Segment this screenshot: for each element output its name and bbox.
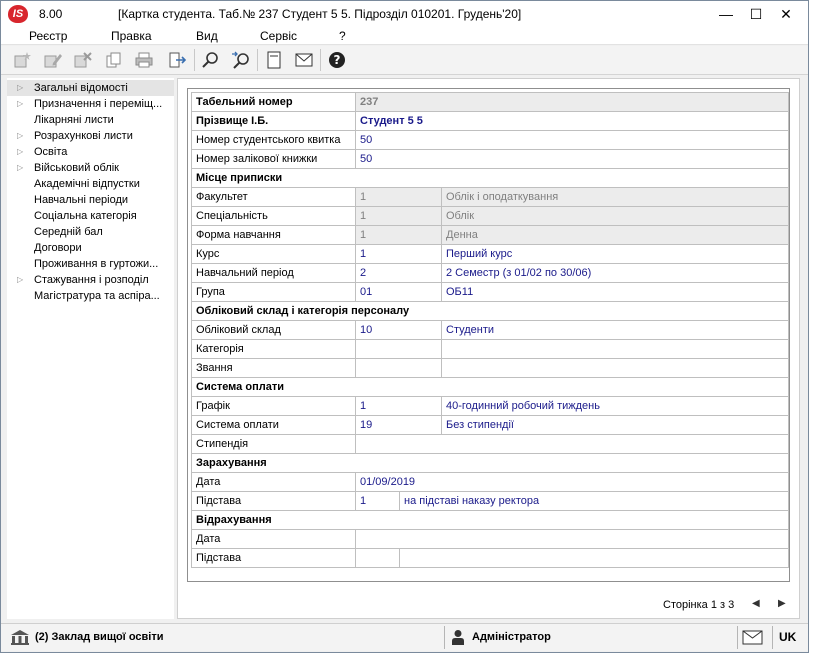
section-header [192,378,789,397]
toolbar-separator [194,49,195,71]
field-label: Дата [192,473,356,492]
field-label: Факультет [192,188,356,207]
group-name-field[interactable]: ОБ11 [442,283,789,302]
section-title: Система оплати [192,378,789,397]
field-label: Група [192,283,356,302]
title-bar [1,1,808,27]
field-label: Прізвище І.Б. [192,112,356,131]
status-separator [772,626,773,649]
period-name-field[interactable]: 2 Семестр (з 01/02 по 30/06) [442,264,789,283]
mail-icon[interactable] [742,630,763,645]
form-row [192,435,789,454]
language-indicator[interactable]: UK [779,630,797,644]
enrollment-basis-name-field[interactable]: на підставі наказу ректора [400,492,789,511]
sidebar-item-payslips[interactable] [7,128,174,144]
minimize-button[interactable]: — [719,6,733,22]
sidebar-item-assignment[interactable] [7,96,174,112]
page-indicator: Сторінка 1 з 3 [663,599,735,611]
section-header [192,302,789,321]
specialty-name-field: Облік [442,207,789,226]
copy-icon[interactable] [102,49,126,71]
category-code-field[interactable] [356,340,442,359]
form-row [192,93,789,112]
field-label: Підстава [192,549,356,568]
document-icon[interactable] [262,49,286,71]
field-label: Номер студентського квитка [192,131,356,150]
window-title: [Картка студента. Таб.№ 237 Студент 5 5. Підрозділ 010201. Грудень'20] [118,7,522,21]
sidebar-item-average-grade[interactable] [7,224,174,240]
main-panel [177,78,800,619]
rank-name-field[interactable] [442,359,789,378]
sidebar-item-label: Академічні відпустки [34,178,140,190]
form-row [192,359,789,378]
sidebar-item-social-category[interactable] [7,208,174,224]
sidebar-item-label: Навчальні періоди [34,194,129,206]
expand-arrow-icon[interactable]: ▷ [17,83,24,92]
print-icon[interactable] [132,49,156,71]
toolbar-separator [257,49,258,71]
payment-system-code-field[interactable]: 19 [356,416,442,435]
form-row [192,207,789,226]
sidebar-item-label: Освіта [34,146,68,158]
section-header [192,454,789,473]
organization-label[interactable]: (2) Заклад вищої освіти [35,631,164,643]
enrollment-basis-code-field[interactable]: 1 [356,492,400,511]
help-icon[interactable] [325,49,349,71]
form-row [192,150,789,169]
svg-text:?: ? [333,53,341,67]
specialty-code-field: 1 [356,207,442,226]
section-title: Відрахування [192,511,789,530]
field-label: Звання [192,359,356,378]
sidebar-item-education[interactable] [7,144,174,160]
form-table [191,92,789,568]
field-label: Стипендія [192,435,356,454]
sidebar-item-academic-leaves[interactable] [7,176,174,192]
sidebar-item-label: Призначення і переміщ... [34,98,163,110]
field-label: Система оплати [192,416,356,435]
menu-registry[interactable]: Реєстр [29,29,68,43]
expand-arrow-icon[interactable]: ▷ [17,99,24,108]
field-label: Дата [192,530,356,549]
staff-code-field[interactable]: 10 [356,321,442,340]
sidebar-item-masters[interactable] [7,288,174,304]
sidebar-item-label: Проживання в гуртожи... [34,258,159,270]
user-label[interactable]: Адміністратор [472,631,551,643]
faculty-code-field: 1 [356,188,442,207]
form-row [192,131,789,150]
field-label: Форма навчання [192,226,356,245]
sidebar-item-contracts[interactable] [7,240,174,256]
sidebar-item-dormitory[interactable] [7,256,174,272]
rank-code-field[interactable] [356,359,442,378]
delete-icon[interactable] [71,49,95,71]
section-header [192,511,789,530]
course-name-field[interactable]: Перший курс [442,245,789,264]
enrollment-date-field[interactable]: 01/09/2019 [356,473,789,492]
section-title: Зарахування [192,454,789,473]
field-label: Підстава [192,492,356,511]
period-code-field[interactable]: 2 [356,264,442,283]
faculty-name-field: Облік і оподаткування [442,188,789,207]
tab-number-field: 237 [356,93,789,112]
section-title: Місце приписки [192,169,789,188]
form-row [192,492,789,511]
student-card-form [187,88,790,582]
sidebar-item-label: Лікарняні листи [34,114,114,126]
user-icon [451,629,465,645]
add-icon[interactable] [11,49,35,71]
section-title: Обліковий склад і категорія персоналу [192,302,789,321]
expand-arrow-icon[interactable]: ▷ [17,275,24,284]
export-icon[interactable] [165,49,189,71]
payment-system-name-field[interactable]: Без стипендії [442,416,789,435]
toolbar-separator [320,49,321,71]
search-icon[interactable] [199,49,223,71]
sidebar-item-label: Соціальна категорія [34,210,137,222]
form-row [192,321,789,340]
close-button[interactable]: ✕ [780,6,792,22]
expulsion-date-field[interactable] [356,530,789,549]
building-icon [10,629,30,646]
sidebar-item-label: Військовий облік [34,162,119,174]
mail-icon[interactable] [292,49,316,71]
staff-name-field[interactable]: Студенти [442,321,789,340]
sidebar-item-sick-leaves[interactable] [7,112,174,128]
status-separator [444,626,445,649]
prev-page-icon[interactable]: ◀ [752,598,760,609]
sidebar-item-label: Стажування і розподіл [34,274,149,286]
app-version: 8.00 [39,7,63,21]
maximize-button[interactable]: ☐ [749,6,763,22]
sidebar-item-internship[interactable] [7,272,174,288]
search-next-icon[interactable] [229,49,253,71]
category-name-field[interactable] [442,340,789,359]
form-row [192,112,789,131]
schedule-name-field[interactable]: 40-годинний робочий тиждень [442,397,789,416]
status-bar [1,623,808,651]
menu-bar [1,27,808,45]
form-row [192,283,789,302]
study-form-name-field: Денна [442,226,789,245]
field-label: Обліковий склад [192,321,356,340]
name-field[interactable]: Студент 5 5 [356,112,789,131]
sidebar [7,78,174,619]
menu-help[interactable]: ? [339,29,346,43]
form-row [192,264,789,283]
field-label: Графік [192,397,356,416]
form-row [192,226,789,245]
field-label: Спеціальність [192,207,356,226]
sidebar-item-label: Магістратура та аспіра... [34,290,160,302]
sidebar-item-label: Розрахункові листи [34,130,133,142]
group-code-field[interactable]: 01 [356,283,442,302]
status-separator [737,626,738,649]
menu-service[interactable]: Сервіс [260,29,298,43]
next-page-icon[interactable]: ▶ [778,598,786,609]
field-label: Категорія [192,340,356,359]
student-card-field[interactable]: 50 [356,131,789,150]
expulsion-basis-code-field[interactable] [356,549,400,568]
form-row [192,549,789,568]
sidebar-item-general[interactable] [7,80,174,96]
form-row [192,397,789,416]
study-form-code-field: 1 [356,226,442,245]
expand-arrow-icon[interactable]: ▷ [17,131,24,140]
sidebar-item-label: Договори [34,242,82,254]
menu-view[interactable]: Вид [196,29,218,43]
sidebar-item-study-periods[interactable] [7,192,174,208]
field-label: Навчальний період [192,264,356,283]
form-row [192,188,789,207]
menu-edit[interactable]: Правка [111,29,152,43]
sidebar-item-military[interactable] [7,160,174,176]
sidebar-item-label: Загальні відомості [34,82,128,94]
record-book-field[interactable]: 50 [356,150,789,169]
section-header [192,169,789,188]
stipend-field[interactable] [356,435,789,454]
form-row [192,530,789,549]
edit-icon[interactable] [41,49,65,71]
schedule-code-field[interactable]: 1 [356,397,442,416]
course-code-field[interactable]: 1 [356,245,442,264]
expulsion-basis-name-field[interactable] [400,549,789,568]
app-logo-icon: IS [8,5,28,23]
form-row [192,245,789,264]
expand-arrow-icon[interactable]: ▷ [17,147,24,156]
field-label: Номер залікової книжки [192,150,356,169]
field-label: Табельний номер [192,93,356,112]
form-row [192,340,789,359]
toolbar [1,46,808,75]
form-row [192,416,789,435]
sidebar-item-label: Середній бал [34,226,103,238]
field-label: Курс [192,245,356,264]
form-row [192,473,789,492]
expand-arrow-icon[interactable]: ▷ [17,163,24,172]
